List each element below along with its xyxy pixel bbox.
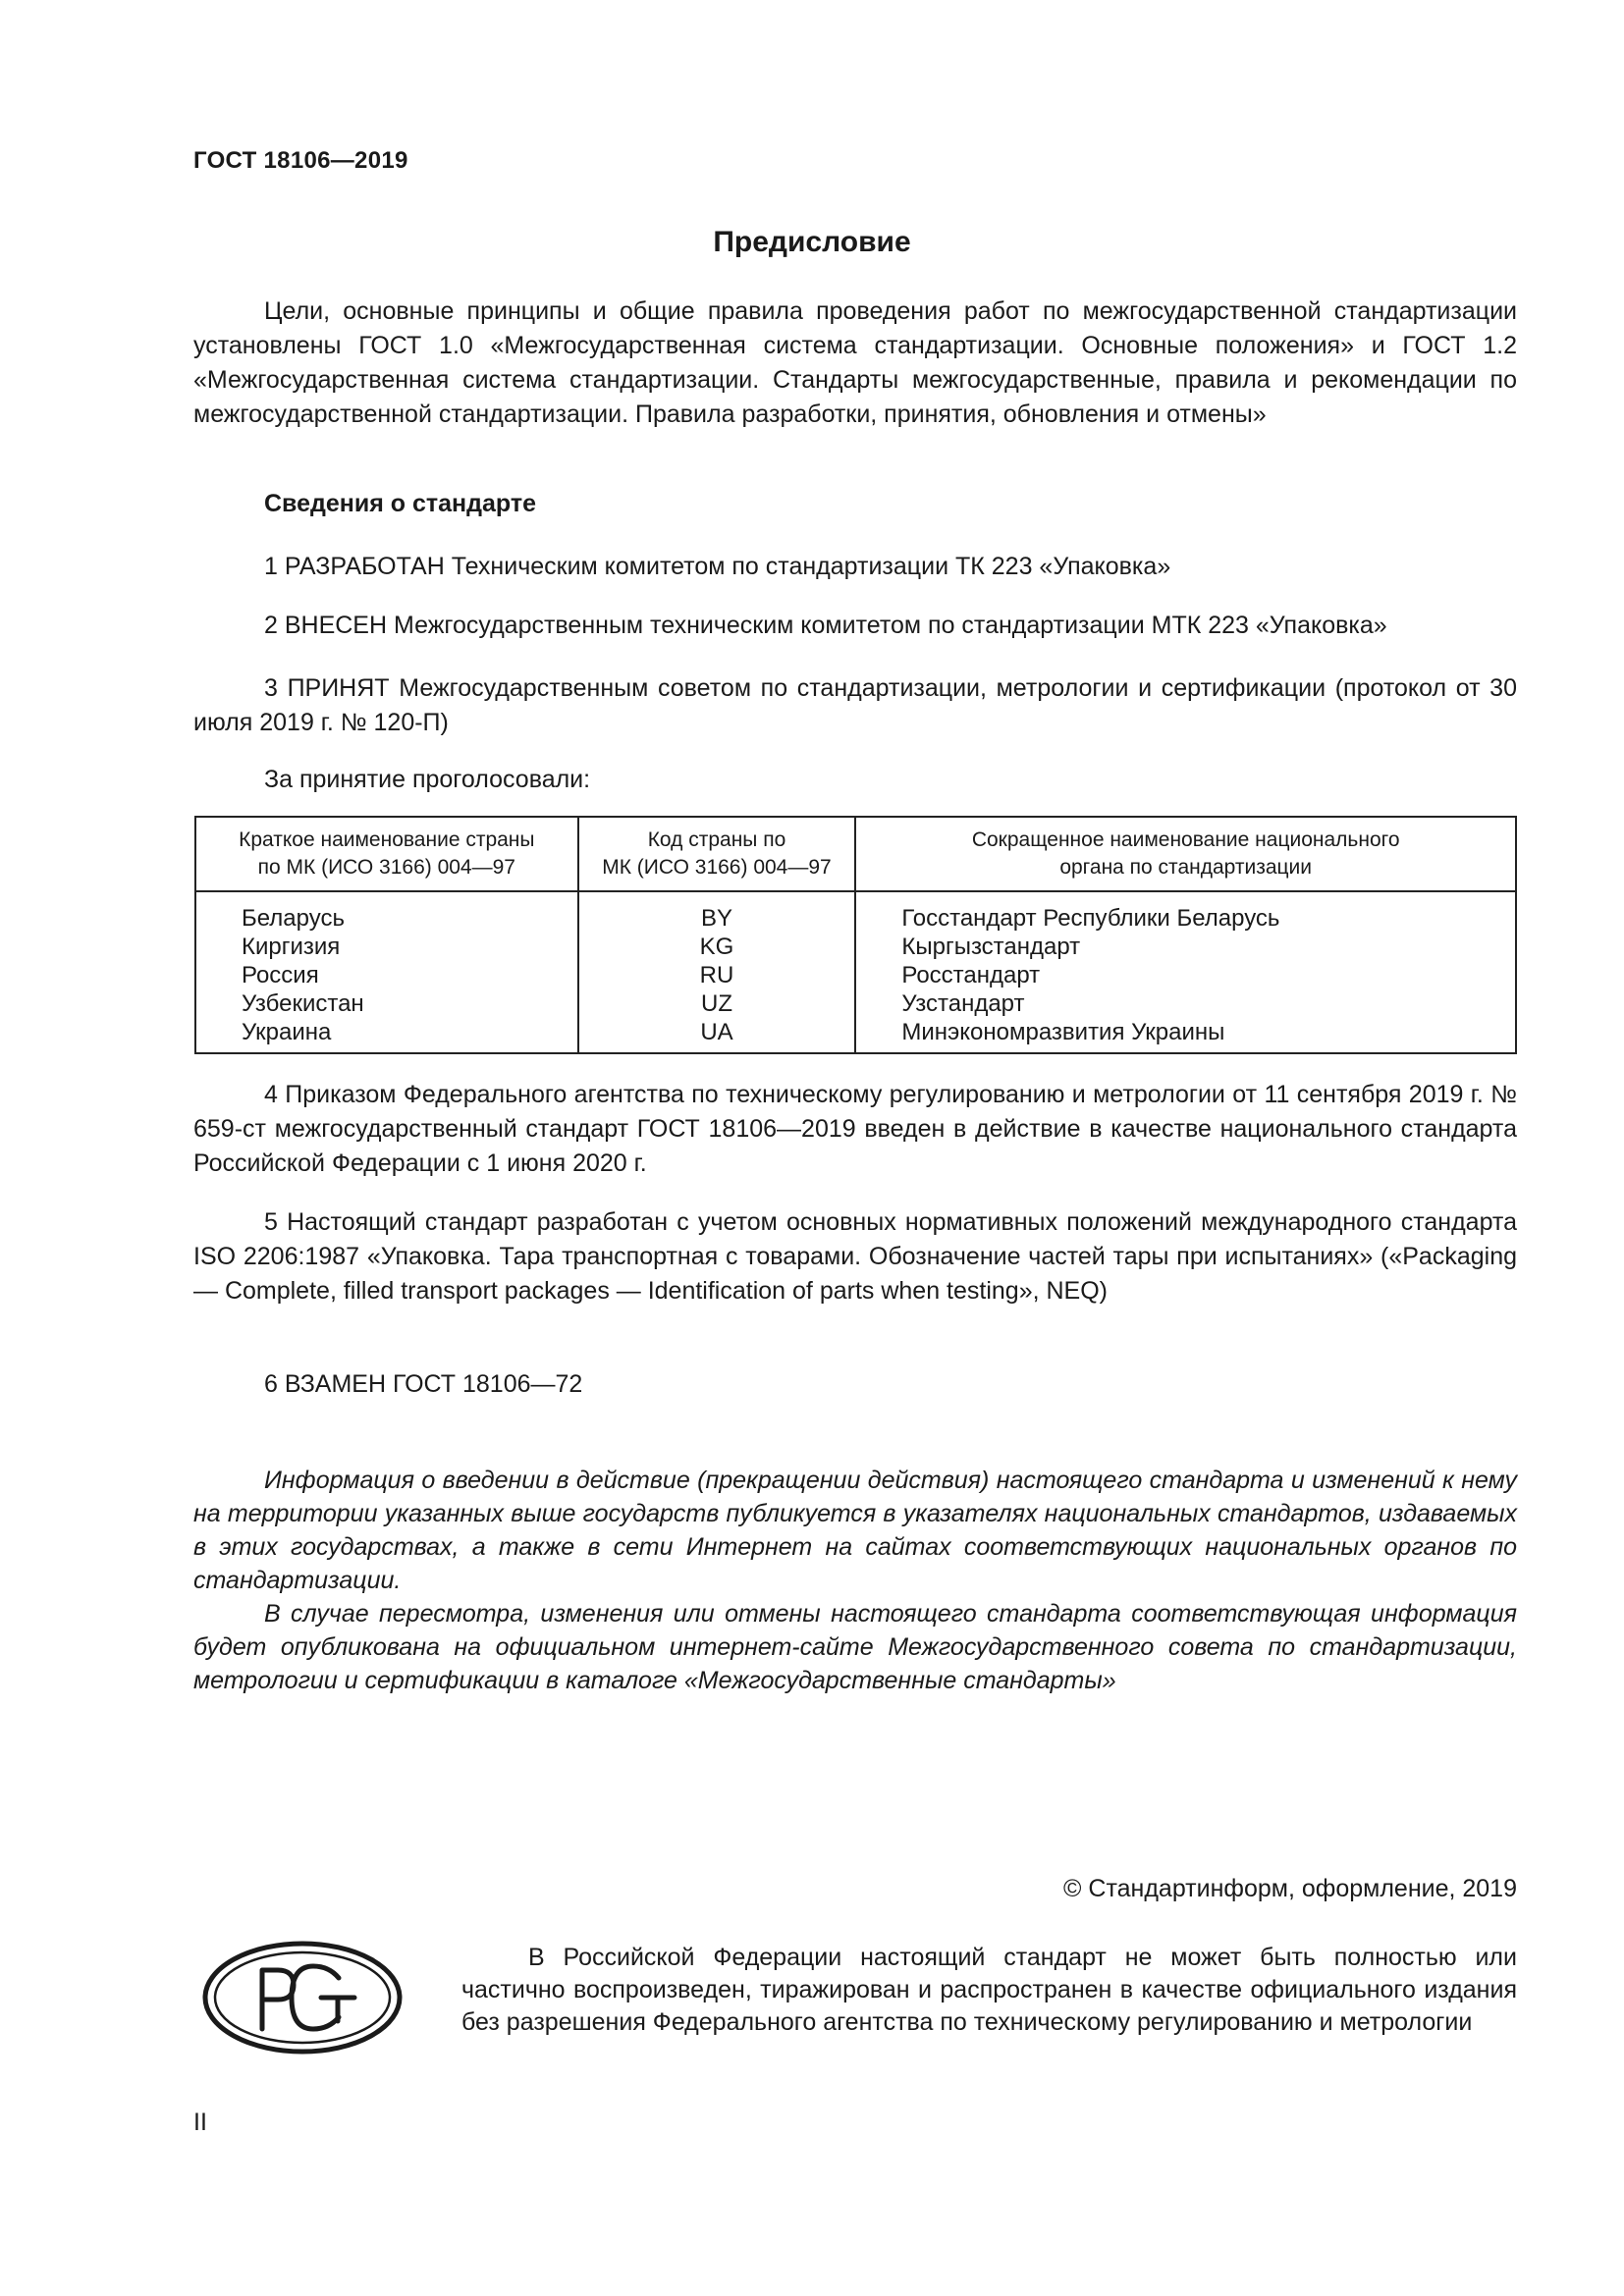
table-header-country	[195, 817, 578, 891]
table-header-row	[195, 817, 1516, 891]
table-cell-country: Узбекистан	[242, 990, 364, 1017]
reproduction-notice: В Российской Федерации настоящий стандарт не может быть полностью или частично воспроизведен, тиражирован и распространен в качестве официального издания без разрешения Федерального агентства по техническому регулированию и метрологии	[461, 1944, 1517, 2036]
voted-label: За принятие проголосовали:	[264, 766, 591, 793]
country-column	[195, 891, 578, 1053]
info-heading: Сведения о стандарте	[264, 490, 537, 517]
table-cell-body: Госстандарт Республики Беларусь	[901, 905, 1280, 932]
document-code: ГОСТ 18106—2019	[193, 147, 408, 174]
table-cell-country: Беларусь	[242, 905, 345, 932]
rst-certification-mark-icon	[201, 1939, 405, 2056]
table-cell-country: Украина	[242, 1019, 332, 1045]
italic-paragraph-2: В случае пересмотра, изменения или отмены настоящего стандарта соответствующая информация будет опубликована на официальном интернет-сайте Межгосударственного совета по стандартизации, метрологии и сертификации в каталоге «Межгосударственные стандарты»	[193, 1600, 1517, 1694]
table-header-body	[855, 817, 1516, 891]
body-column	[855, 891, 1516, 1053]
table-cell-body: Узстандарт	[901, 990, 1025, 1017]
info-item-2: 2 ВНЕСЕН Межгосударственным техническим комитетом по стандартизации МТК 223 «Упаковка»	[264, 612, 1387, 639]
table-cell-body: Кыргызстандарт	[901, 934, 1081, 960]
table-body-row	[195, 891, 1516, 1053]
header-body-line1: Сокращенное наименование национального	[971, 828, 1400, 851]
table-cell-body: Минэкономразвития Украины	[901, 1019, 1225, 1045]
info-item-5: 5 Настоящий стандарт разработан с учетом основных нормативных положений международного стандарта ISO 2206:1987 «Упаковка. Тара транспортная с товарами. Обозначение частей тары при испытаниях» («Packaging — Complete, filled transport packages — Identification of parts when testing», NEQ)	[193, 1208, 1517, 1305]
table-cell-code: UZ	[700, 990, 732, 1017]
table-cell-code: UA	[700, 1019, 733, 1045]
section-title: Предисловие	[713, 226, 911, 258]
table-cell-body: Росстандарт	[901, 962, 1041, 988]
copyright-line: © Стандартинформ, оформление, 2019	[1063, 1875, 1517, 1902]
info-item-3: 3 ПРИНЯТ Межгосударственным советом по стандартизации, метрологии и сертификации (протокол от 30 июля 2019 г. № 120-П)	[193, 674, 1517, 736]
voting-table	[194, 816, 1517, 1054]
table-cell-code: RU	[699, 962, 734, 988]
code-column	[578, 891, 856, 1053]
table-cell-country: Киргизия	[242, 934, 341, 960]
header-code-line2: МК (ИСО 3166) 004—97	[602, 856, 832, 879]
page-number: II	[193, 2109, 207, 2136]
table-cell-code: KG	[699, 934, 734, 960]
table-cell-country: Россия	[242, 962, 319, 988]
intro-paragraph: Цели, основные принципы и общие правила проведения работ по межгосударственной стандартизации установлены ГОСТ 1.0 «Межгосударственная система стандартизации. Основные положения» и ГОСТ 1.2 «Межгосударственная система стандартизации. Стандарты межгосударственные, правила и рекомендации по межгосударственной стандартизации. Правила разработки, принятия, обновления и отмены»	[193, 297, 1517, 428]
italic-paragraph-1: Информация о введении в действие (прекращении действия) настоящего стандарта и изменений к нему на территории указанных выше государств публикуется в указателях национальных стандартов, издаваемых в этих государствах, а также в сети Интернет на сайтах соответствующих национальных органов по стандартизации.	[193, 1467, 1517, 1594]
info-item-6: 6 ВЗАМЕН ГОСТ 18106—72	[264, 1370, 583, 1398]
info-item-1: 1 РАЗРАБОТАН Техническим комитетом по стандартизации ТК 223 «Упаковка»	[264, 553, 1171, 580]
header-country-line1: Краткое наименование страны	[239, 828, 535, 851]
header-code-line1: Код страны по	[647, 828, 786, 851]
table-header-code	[578, 817, 856, 891]
info-item-4: 4 Приказом Федерального агентства по техническому регулированию и метрологии от 11 сентября 2019 г. № 659-ст межгосударственный стандарт ГОСТ 18106—2019 введен в действие в качестве национального стандарта Российской Федерации с 1 июня 2020 г.	[193, 1081, 1517, 1177]
table-cell-code: BY	[700, 905, 732, 932]
header-body-line2: органа по стандартизации	[1059, 856, 1313, 879]
header-country-line2: по МК (ИСО 3166) 004—97	[257, 856, 515, 879]
